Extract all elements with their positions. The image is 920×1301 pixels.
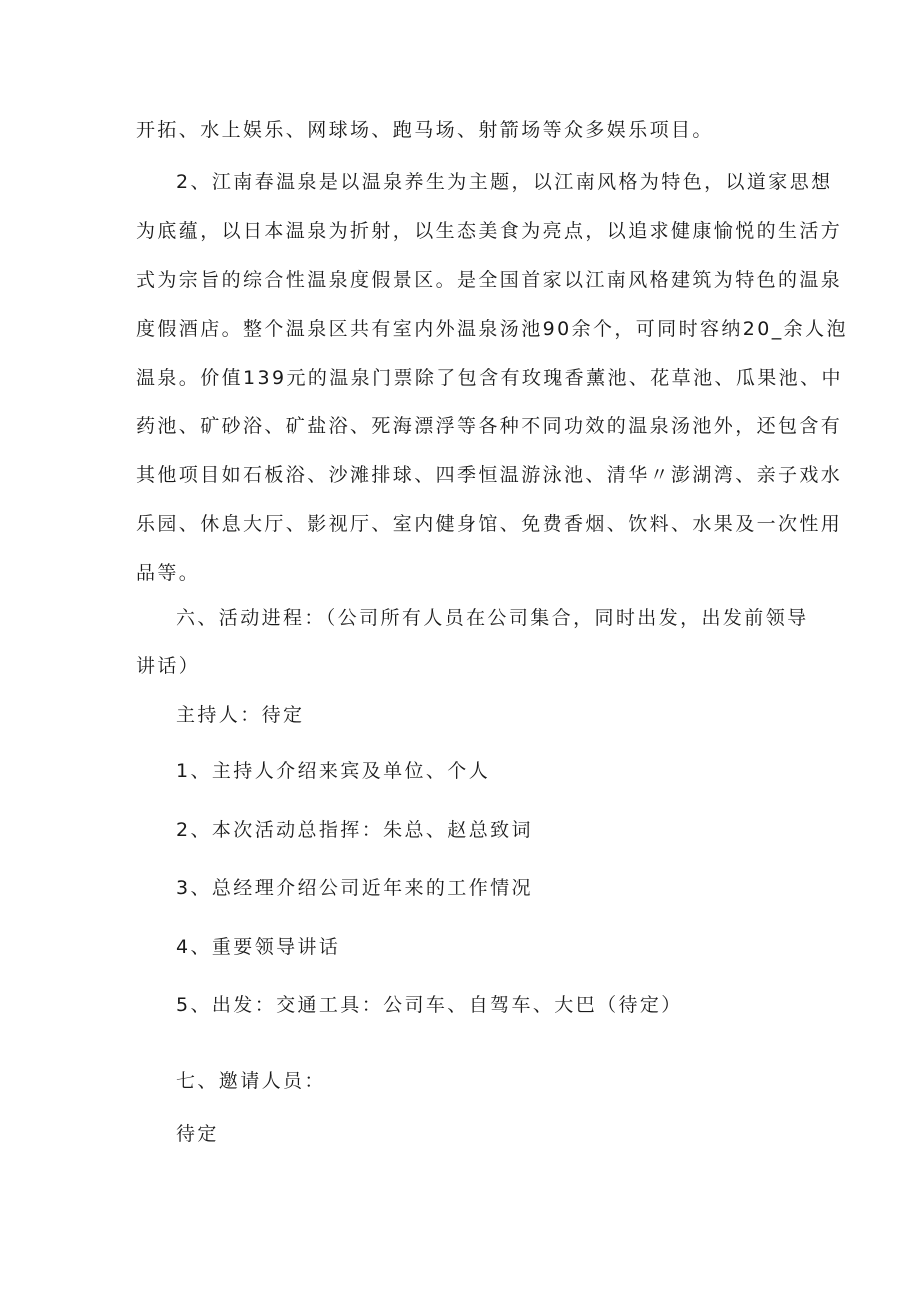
paragraph-line: 待定 <box>176 1123 219 1145</box>
paragraph-line: 开拓、水上娱乐、网球场、跑马场、射箭场等众多娱乐项目。 <box>136 119 714 141</box>
section-heading-7: 七、邀请人员： <box>176 1070 326 1092</box>
paragraph-line: 式为宗旨的综合性温泉度假景区。是全国首家以江南风格建筑为特色的温泉 <box>136 269 843 291</box>
section-heading-6: 六、活动进程：（公司所有人员在公司集合，同时出发，出发前领导 <box>176 607 809 629</box>
paragraph-line: 其他项目如石板浴、沙滩排球、四季恒温游泳池、清华〃澎湖湾、亲子戏水 <box>136 464 843 486</box>
paragraph-line: 为底蕴，以日本温泉为折射，以生态美食为亮点，以追求健康愉悦的生活方 <box>136 220 843 242</box>
paragraph-line: 度假酒店。整个温泉区共有室内外温泉汤池90余个，可同时容纳20_余人泡 <box>136 318 848 340</box>
list-item: 1、主持人介绍来宾及单位、个人 <box>176 760 491 782</box>
paragraph-line: 2、江南春温泉是以温泉养生为主题，以江南风格为特色，以道家思想 <box>176 171 833 193</box>
list-item: 5、出发：交通工具：公司车、自驾车、大巴（待定） <box>176 994 683 1016</box>
paragraph-line: 乐园、休息大厅、影视厅、室内健身馆、免费香烟、饮料、水果及一次性用 <box>136 513 843 535</box>
paragraph-line: 讲话） <box>136 655 201 677</box>
host-line: 主持人：待定 <box>176 704 305 726</box>
list-item: 4、重要领导讲话 <box>176 936 341 958</box>
paragraph-line: 品等。 <box>136 562 201 584</box>
list-item: 2、本次活动总指挥：朱总、赵总致词 <box>176 819 533 841</box>
list-item: 3、总经理介绍公司近年来的工作情况 <box>176 877 533 899</box>
paragraph-line: 温泉。价值139元的温泉门票除了包含有玫瑰香薰池、花草池、瓜果池、中 <box>136 367 843 389</box>
paragraph-line: 药池、矿砂浴、矿盐浴、死海漂浮等各种不同功效的温泉汤池外，还包含有 <box>136 415 843 437</box>
